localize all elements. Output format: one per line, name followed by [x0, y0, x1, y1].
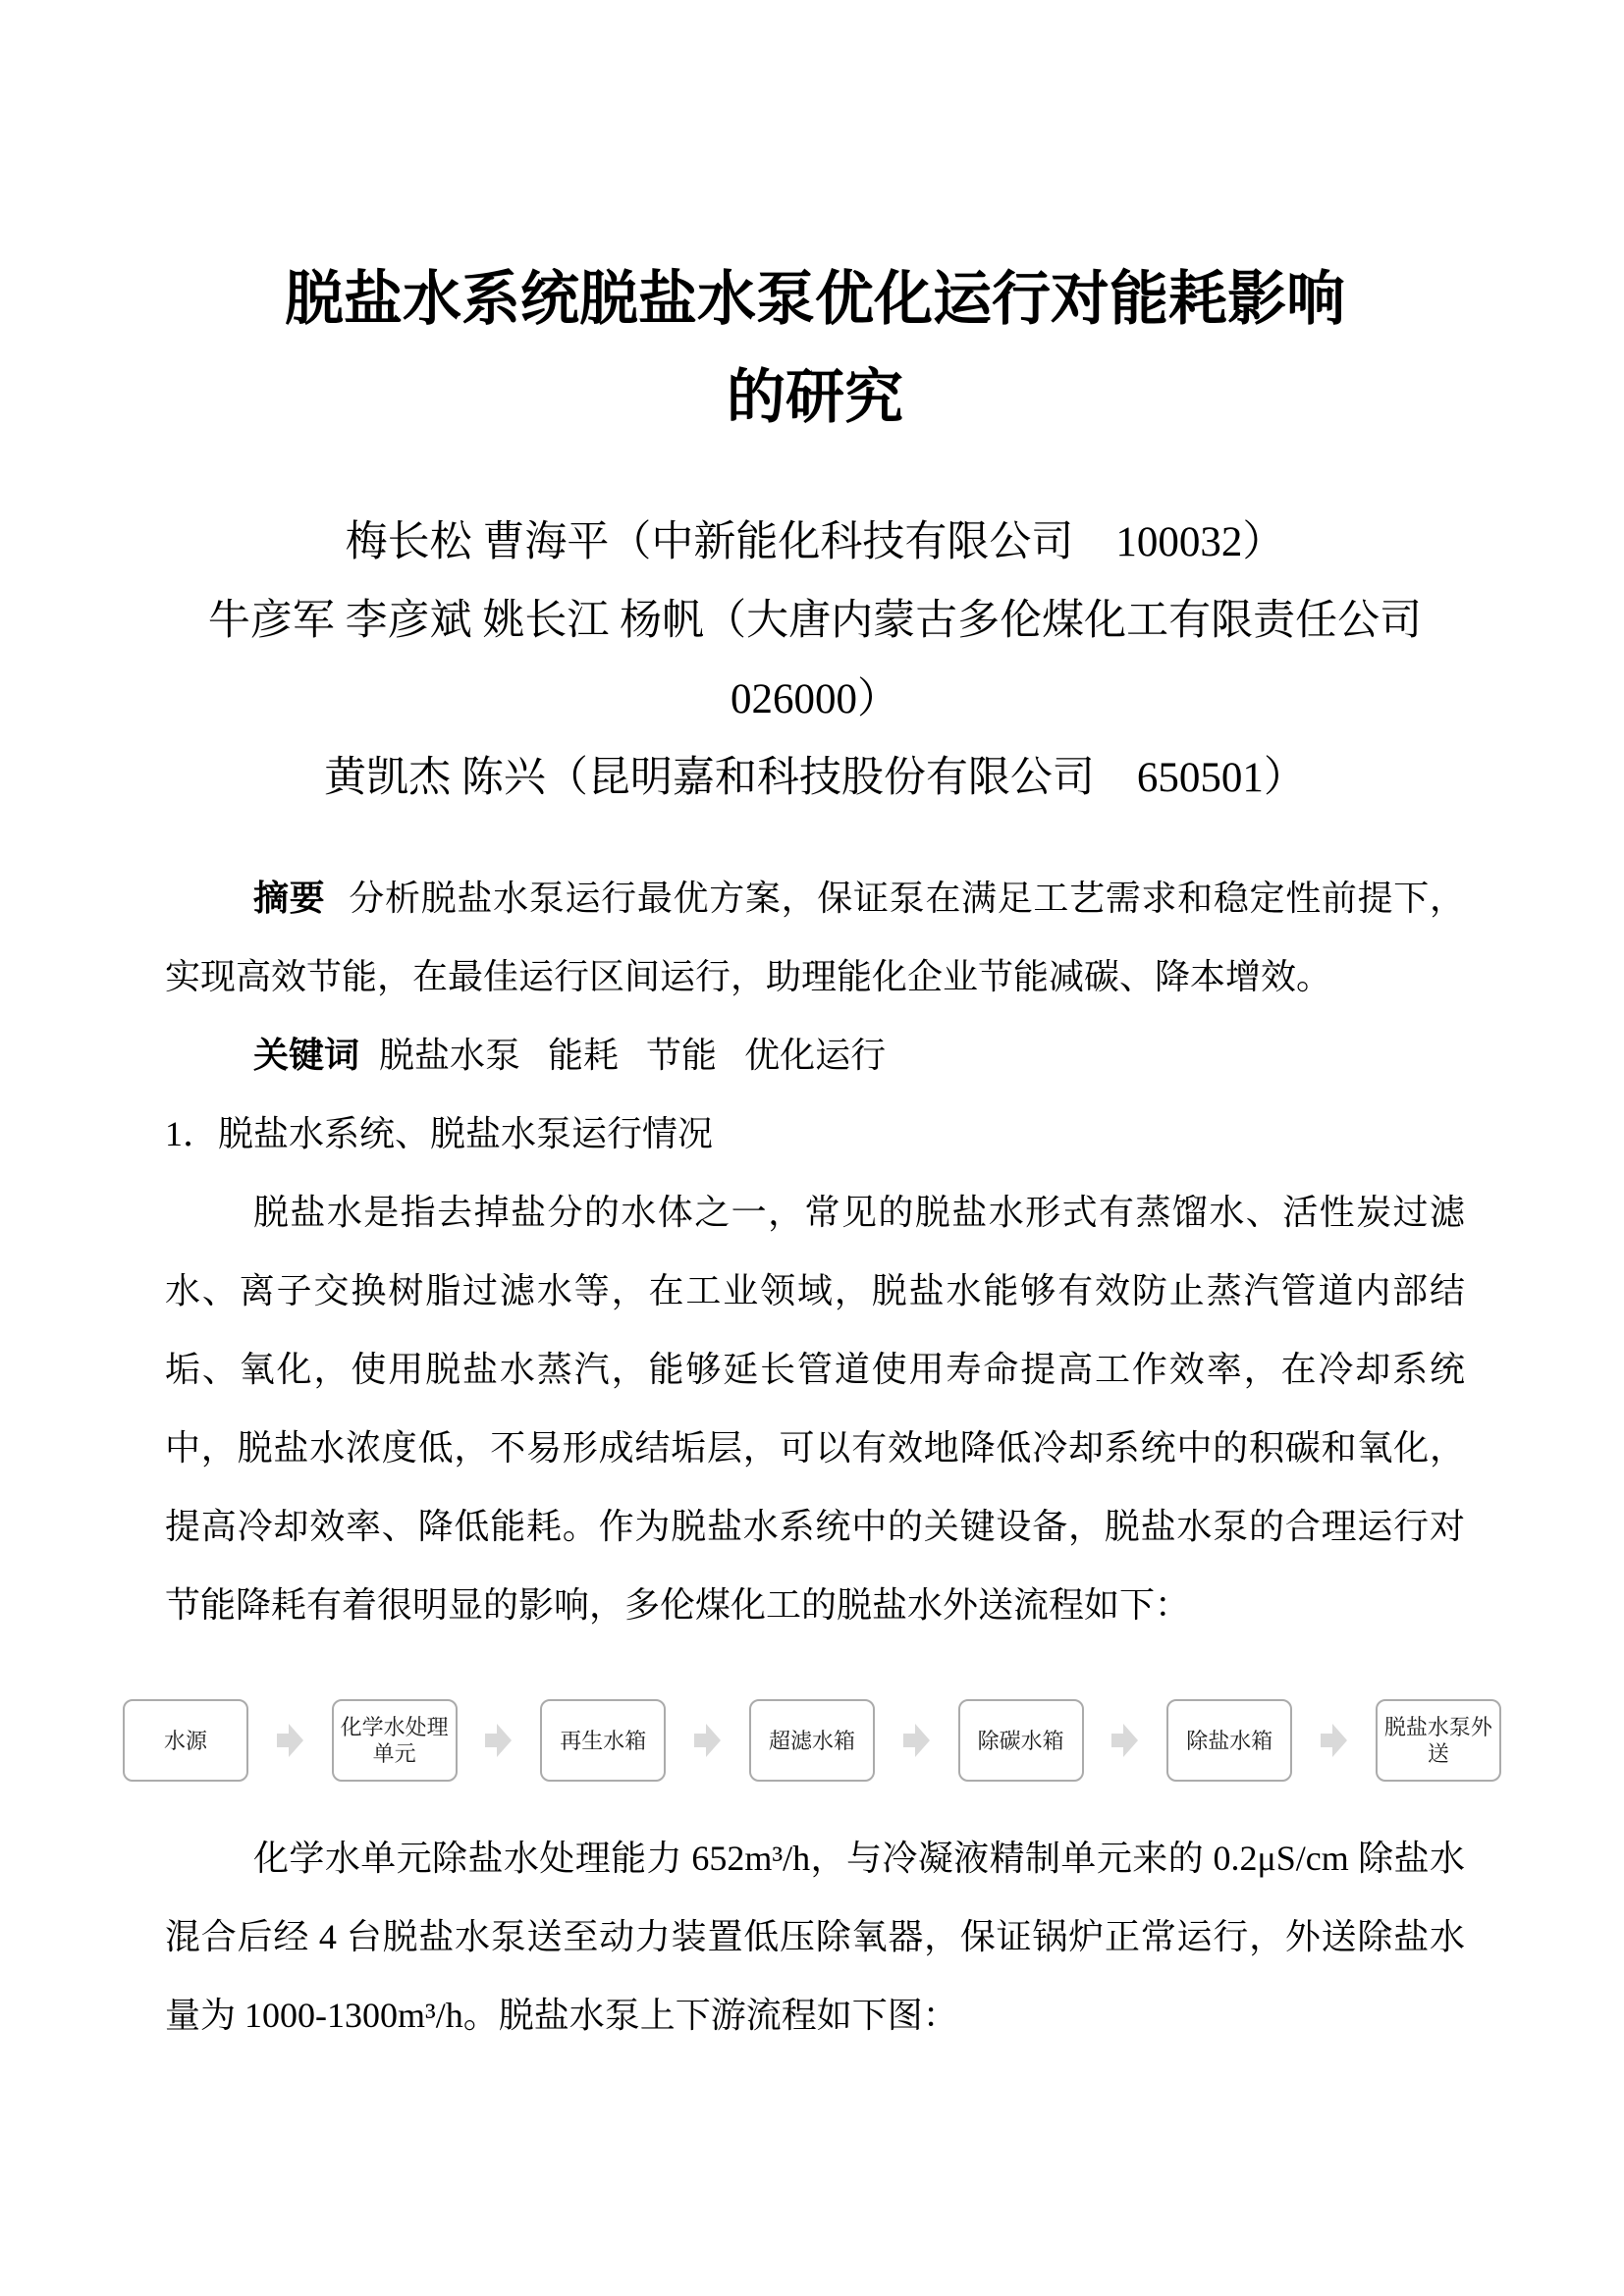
arrow-right-icon	[1321, 1723, 1347, 1758]
author-block	[165, 504, 1465, 818]
keyword-item: 节能	[646, 1036, 718, 1075]
flow-node-pump-outfeed: 脱盐水泵外送	[1376, 1699, 1501, 1782]
flow-node-ultrafiltration-tank: 超滤水箱	[749, 1699, 875, 1782]
arrow-right-icon	[277, 1723, 303, 1758]
keywords-label: 关键词	[253, 1036, 360, 1075]
arrow-right-icon	[1111, 1723, 1138, 1758]
arrow-right-icon	[485, 1723, 512, 1758]
abstract	[165, 859, 1465, 1016]
flow-node-water-source: 水源	[123, 1699, 248, 1782]
abstract-label: 摘要	[253, 879, 326, 918]
keyword-item: 能耗	[548, 1036, 620, 1075]
keyword-item: 优化运行	[744, 1036, 887, 1075]
author-line-3: 026000）	[731, 676, 899, 722]
author-line-2: 牛彦军 李彦斌 姚长江 杨帆（大唐内蒙古多伦煤化工有限责任公司	[207, 598, 1423, 644]
flow-node-decarbonized-tank: 除碳水箱	[958, 1699, 1084, 1782]
author-line-4: 黄凯杰 陈兴（昆明嘉和科技股份有限公司 650501）	[324, 755, 1306, 801]
keywords-line	[165, 1016, 1465, 1095]
section-heading: 1．脱盐水系统、脱盐水泵运行情况	[165, 1114, 714, 1153]
abstract-text: 分析脱盐水泵运行最优方案，保证泵在满足工艺需求和稳定性前提下，实现高效节能，在最佳运行区间运行，助理能化企业节能减碳、降本增效。	[165, 879, 1465, 996]
paper-title-line-1: 脱盐水系统脱盐水泵优化运行对能耗影响	[285, 267, 1345, 332]
flow-node-demineralized-tank: 除盐水箱	[1166, 1699, 1292, 1782]
author-line-1: 梅长松 曹海平（中新能化科技有限公司 100032）	[345, 519, 1285, 565]
paragraph-1: 脱盐水是指去掉盐分的水体之一，常见的脱盐水形式有蒸馏水、活性炭过滤水、离子交换树脂过滤水等，在工业领域，脱盐水能够有效防止蒸汽管道内部结垢、氧化，使用脱盐水蒸汽，能够延长管道使用寿命提高工作效率，在冷却系统中，脱盐水浓度低，不易形成结垢层，可以有效地降低冷却系统中的积碳和氧化，提高冷却效率、降低能耗。作为脱盐水系统中的关键设备，脱盐水泵的合理运行对节能降耗有着很明显的影响，多伦煤化工的脱盐水外送流程如下：	[165, 1193, 1465, 1625]
flow-node-chemical-water-unit: 化学水处理单元	[332, 1699, 458, 1782]
keyword-item: 脱盐水泵	[379, 1036, 521, 1075]
arrow-right-icon	[903, 1723, 930, 1758]
paragraph-2: 化学水单元除盐水处理能力 652m³/h，与冷凝液精制单元来的 0.2μS/cm 除盐水混合后经 4 台脱盐水泵送至动力装置低压除氧器，保证锅炉正常运行，外送除盐水量为 1000-1300m³/h。脱盐水泵上下游流程如下图：	[165, 1839, 1465, 2035]
paper-title-line-2: 的研究	[727, 365, 903, 430]
arrow-right-icon	[694, 1723, 721, 1758]
flow-node-regen-tank: 再生水箱	[540, 1699, 666, 1782]
paper-title	[165, 250, 1465, 447]
flow-diagram	[123, 1699, 1501, 1782]
